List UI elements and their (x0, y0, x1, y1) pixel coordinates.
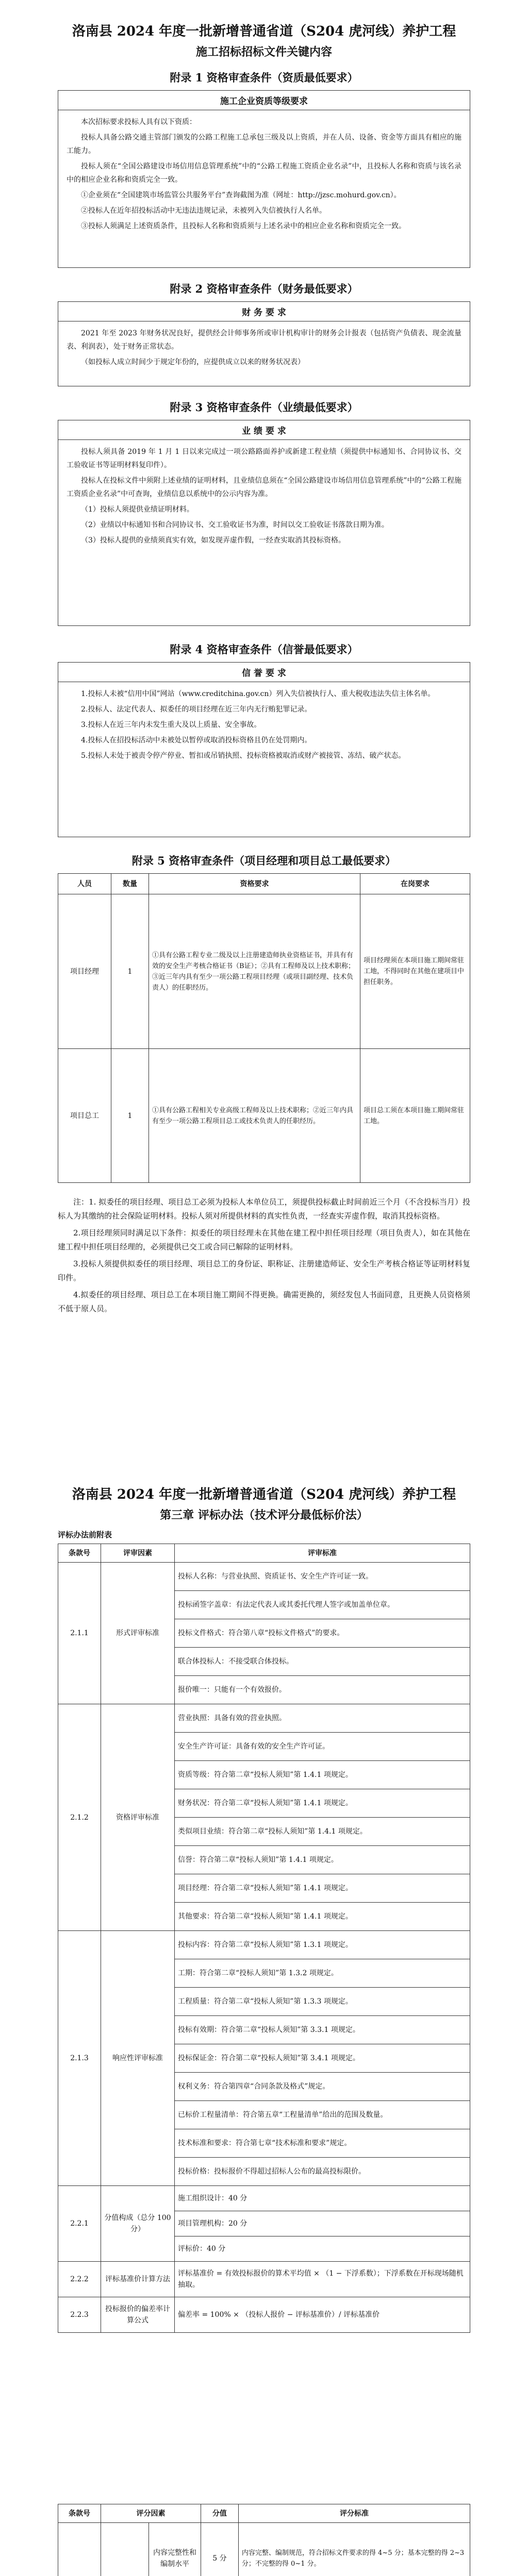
weight-item: 项目管理机构：20 分 (175, 2211, 470, 2236)
score-factor (101, 2523, 149, 2576)
eval-item: 偏差率 = 100% × （投标人报价 − 评标基准价）/ 评标基准价 (175, 2297, 470, 2333)
doc-subtitle: 施工招标招标文件关键内容 (195, 45, 332, 59)
eval-header: 条款号 (58, 1544, 101, 1563)
att3-para: 投标人在投标文件中须附上述业绩的证明材料，且业绩信息须在“全国公路建设市场信用信息管理系统”中的“公路工程施工资质企业名录”中可查询，业绩信息以系统中的公示内容为准。 (67, 477, 461, 498)
att4-para: 4.投标人在招投标活动中未被处以暂停或取消投标资格且仍在处罚期内。 (81, 736, 312, 744)
eval-item: 财务状况：符合第二章“投标人须知”第 1.4.1 项规定。 (175, 1789, 470, 1818)
note-para: 3.投标人须提供拟委任的项目经理、项目总工的身份证、职称证、注册建造师证、安全生产考核合格证等证明材料复印件。 (58, 1259, 470, 1282)
eval-item: 投标文件格式：符合第八章“投标文件格式”的要求。 (175, 1619, 470, 1648)
eval-item: 信誉：符合第二章“投标人须知”第 1.4.1 项规定。 (175, 1846, 470, 1874)
score-header: 分值 (201, 2504, 238, 2523)
att2-para: （如投标人成立时间少于规定年份的，应提供成立以来的财务状况表） (81, 358, 305, 366)
ch3-subtitle: 第三章 评标办法（技术评分最低标价法） (160, 1509, 368, 1522)
att3-box (58, 420, 470, 626)
weight-label: 评标价 (178, 2245, 200, 2253)
att4-para: 1.投标人未被“信用中国”网站（www.creditchina.gov.cn）列入失信被执行人、重大税收违法失信主体名单。 (81, 690, 435, 698)
score-item: 内容完整性和编制水平 (149, 2523, 201, 2576)
att3-para: （1）投标人须提供业绩证明材料。 (81, 505, 194, 514)
att1-para: 本次招标要求投标人具有以下资质： (81, 118, 196, 126)
weight-value: 20 分 (228, 2219, 248, 2228)
att1-para: ①企业须在“全国建筑市场监管公共服务平台”查询截图为准（网址：http://jzsc.mohurd.gov.cn）。 (81, 191, 401, 199)
eval-item: 其他要求：符合第二章“投标人须知”第 1.4.1 项规定。 (175, 1903, 470, 1931)
eval-item: 评标基准价 = 有效投标报价的算术平均值 × （1 − 下浮系数）；下浮系数在开标现场随机抽取。 (175, 2262, 470, 2297)
table-row (58, 1704, 470, 1733)
table-row (58, 894, 470, 1049)
att5-header: 数量 (111, 874, 149, 894)
eval-item: 投标保证金：符合第二章“投标人须知”第 3.4.1 项规定。 (175, 2044, 470, 2073)
att4-para: 3.投标人在近三年内未发生重大及以上质量、安全事故。 (81, 721, 261, 729)
att5-duty: 项目总工须在本项目施工期间常驻工地。 (360, 1049, 470, 1183)
att4-box (58, 662, 470, 837)
eval-no: 2.1.1 (58, 1563, 101, 1704)
score-header: 评分因素 (101, 2504, 201, 2523)
att4-para: 2.投标人、法定代表人、拟委任的项目经理在近三年内无行贿犯罪记录。 (81, 705, 312, 714)
table-row (58, 2186, 470, 2211)
score-pts: 5 分 (201, 2523, 238, 2576)
eval-item: 安全生产许可证：具备有效的安全生产许可证。 (175, 1733, 470, 1761)
score-header: 评分标准 (238, 2504, 470, 2523)
eval-item: 报价唯一：只能有一个有效报价。 (175, 1676, 470, 1704)
att5-role: 项目总工 (58, 1049, 111, 1183)
table-row (58, 2297, 470, 2333)
weight-item: 评标价：40 分 (175, 2236, 470, 2262)
score-table (58, 2504, 470, 2576)
eval-header: 评审标准 (175, 1544, 470, 1563)
att5-req: ①具有公路工程专业二级及以上注册建造师执业资格证书，并具有有效的安全生产考核合格证书（B证）；②具有工程师及以上技术职称；③近三年内具有至少一项公路工程项目经理（或项目副经理、技术负责人）的任职经历。 (149, 894, 360, 1049)
table-label: 评标办法前附表 (58, 1530, 112, 1539)
eval-item: 工程质量：符合第二章“投标人须知”第 1.3.3 项规定。 (175, 1988, 470, 2016)
eval-item: 已标价工程量清单：符合第五章“工程量清单”给出的范围及数量。 (175, 2101, 470, 2129)
eval-factor: 资格评审标准 (101, 1704, 175, 1931)
eval-no: 2.2.1 (58, 2186, 101, 2262)
eval-item: 营业执照：具备有效的营业执照。 (175, 1704, 470, 1733)
att5-header: 资格要求 (149, 874, 360, 894)
att5-header: 人员 (58, 874, 111, 894)
att2-para: 2021 年至 2023 年财务状况良好，提供经会计师事务所或审计机构审计的财务会计报表（包括资产负债表、现金流量表、利润表），处于财务正常状态。 (67, 329, 461, 351)
att1-box-body (58, 110, 470, 240)
att5-count: 1 (111, 894, 149, 1049)
table-row (58, 2262, 470, 2297)
att3-title: 附录 3 资格审查条件（业绩最低要求） (170, 401, 358, 414)
eval-item: 技术标准和要求：符合第七章“技术标准和要求”规定。 (175, 2129, 470, 2158)
att4-title: 附录 4 资格审查条件（信誉最低要求） (170, 643, 358, 656)
table-row (58, 1563, 470, 1591)
att1-para: 投标人具备公路交通主管部门颁发的公路工程施工总承包三级及以上资质，并在人员、设备、资金等方面具有相应的施工能力。 (67, 133, 461, 155)
att4-box-head: 信 誉 要 求 (58, 663, 470, 682)
att3-para: （2）业绩以中标通知书和合同协议书、交工验收证书为准，时间以交工验收证书落款日期为准。 (81, 521, 389, 529)
table-row (58, 1931, 470, 1959)
doc-title: 洛南县 2024 年度一批新增普通省道（S204 虎河线）养护工程 (72, 24, 456, 39)
score-no (58, 2523, 101, 2576)
eval-item: 类似项目业绩：符合第二章“投标人须知”第 1.4.1 项规定。 (175, 1818, 470, 1846)
eval-factor: 分值构成（总分 100 分） (101, 2186, 175, 2262)
att5-duty: 项目经理须在本项目施工期间常驻工地，不得同时在其他在建项目中担任职务。 (360, 894, 470, 1049)
att1-para: ③投标人须满足上述资质条件，且投标人名称和资质须与上述名录中的相应企业名称和资质完全一致。 (81, 222, 406, 230)
att5-title: 附录 5 资格审查条件（项目经理和项目总工最低要求） (131, 854, 397, 867)
eval-item: 投标人名称：与营业执照、资质证书、安全生产许可证一致。 (175, 1563, 470, 1591)
weight-label: 项目管理机构 (178, 2219, 221, 2228)
weight-value: 40 分 (207, 2245, 226, 2253)
eval-no: 2.2.2 (58, 2262, 101, 2297)
eval-item: 工期：符合第二章“投标人须知”第 1.3.2 项规定。 (175, 1959, 470, 1988)
att2-box (58, 301, 470, 386)
eval-item: 资质等级：符合第二章“投标人须知”第 1.4.1 项规定。 (175, 1761, 470, 1789)
att3-para: 投标人须具备 2019 年 1 月 1 日以来完成过一项公路路面养护或新建工程业绩（须提供中标通知书、合同协议书、交工验收证书等证明材料复印件）。 (67, 448, 461, 469)
note-para: 2.项目经理须同时满足以下条件：拟委任的项目经理未在其他在建工程中担任项目经理（项目负责人），如在其他在建工程中担任项目经理的，必须提供已交工或合同已解除的证明材料。 (58, 1228, 470, 1251)
notes-block (58, 1195, 470, 1319)
eval-no: 2.1.3 (58, 1931, 101, 2186)
att4-box-body (58, 682, 470, 770)
att1-title: 附录 1 资格审查条件（资质最低要求） (170, 71, 358, 84)
att5-count: 1 (111, 1049, 149, 1183)
weight-label: 施工组织设计 (178, 2194, 221, 2202)
weight-item: 施工组织设计：40 分 (175, 2186, 470, 2211)
eval-table (58, 1544, 470, 2333)
note-para: 4.拟委任的项目经理、项目总工在本项目施工期间不得更换。确需更换的，须经发包人书面同意，且更换人员资格须不低于原人员。 (58, 1290, 470, 1313)
att1-box (58, 90, 470, 268)
att2-box-head: 财 务 要 求 (58, 302, 470, 321)
att3-box-head: 业 绩 要 求 (58, 420, 470, 440)
att2-title: 附录 2 资格审查条件（财务最低要求） (170, 282, 358, 295)
att5-req: ①具有公路工程相关专业高级工程师及以上技术职称；②近三年内具有至少一项公路工程项目总工或技术负责人的任职经历。 (149, 1049, 360, 1183)
att2-box-body (58, 321, 470, 376)
score-header: 条款号 (58, 2504, 101, 2523)
eval-item: 投标有效期：符合第二章“投标人须知”第 3.3.1 项规定。 (175, 2016, 470, 2044)
eval-item: 投标价格：投标报价不得超过招标人公布的最高投标限价。 (175, 2158, 470, 2186)
ch3-title: 洛南县 2024 年度一批新增普通省道（S204 虎河线）养护工程 (72, 1487, 456, 1502)
eval-item: 权利义务：符合第四章“合同条款及格式”规定。 (175, 2073, 470, 2101)
eval-factor: 响应性评审标准 (101, 1931, 175, 2186)
eval-factor: 评标基准价计算方法 (101, 2262, 175, 2297)
eval-no: 2.1.2 (58, 1704, 101, 1931)
att5-table (58, 873, 470, 1183)
weight-value: 40 分 (228, 2194, 248, 2202)
eval-item: 项目经理：符合第二章“投标人须知”第 1.4.1 项规定。 (175, 1874, 470, 1903)
eval-item: 联合体投标人：不接受联合体投标。 (175, 1648, 470, 1676)
eval-item: 投标内容：符合第二章“投标人须知”第 1.3.1 项规定。 (175, 1931, 470, 1959)
att5-role: 项目经理 (58, 894, 111, 1049)
table-row (58, 2523, 470, 2576)
eval-header: 评审因素 (101, 1544, 175, 1563)
eval-factor: 形式评审标准 (101, 1563, 175, 1704)
att1-para: 投标人须在“全国公路建设市场信用信息管理系统”中的“公路工程施工资质企业名录”中，且投标人名称和资质与该名录中的相应企业名称和资质完全一致。 (67, 162, 461, 184)
note-para: 注：1. 拟委任的项目经理、项目总工必须为投标人本单位员工，须提供投标截止时间前近三个月（不含投标当月）投标人为其缴纳的社会保险证明材料。投标人须对所提供材料的真实性负责，一经查实弄虚作假，取消其投标资格。 (58, 1197, 470, 1221)
eval-factor: 投标报价的偏差率计算公式 (101, 2297, 175, 2333)
att5-header: 在岗要求 (360, 874, 470, 894)
att3-para: （3）投标人提供的业绩须真实有效，如发现弄虚作假，一经查实取消其投标资格。 (81, 536, 345, 545)
att3-box-body (58, 440, 470, 554)
eval-no: 2.2.3 (58, 2297, 101, 2333)
att1-para: ②投标人在近年招投标活动中无违法违规记录，未被列入失信被执行人名单。 (81, 207, 326, 215)
score-std: 内容完整、编制规范，符合招标文件要求的得 4~5 分；基本完整的得 2~3 分；不完整的得 0~1 分。 (238, 2523, 470, 2576)
att4-para: 5.投标人未处于被责令停产停业、暂扣或吊销执照、投标资格被取消或财产被接管、冻结、破产状态。 (81, 752, 406, 760)
eval-item: 投标函签字盖章：有法定代表人或其委托代理人签字或加盖单位章。 (175, 1591, 470, 1619)
att1-box-head: 施工企业资质等级要求 (58, 91, 470, 110)
table-row (58, 1049, 470, 1183)
